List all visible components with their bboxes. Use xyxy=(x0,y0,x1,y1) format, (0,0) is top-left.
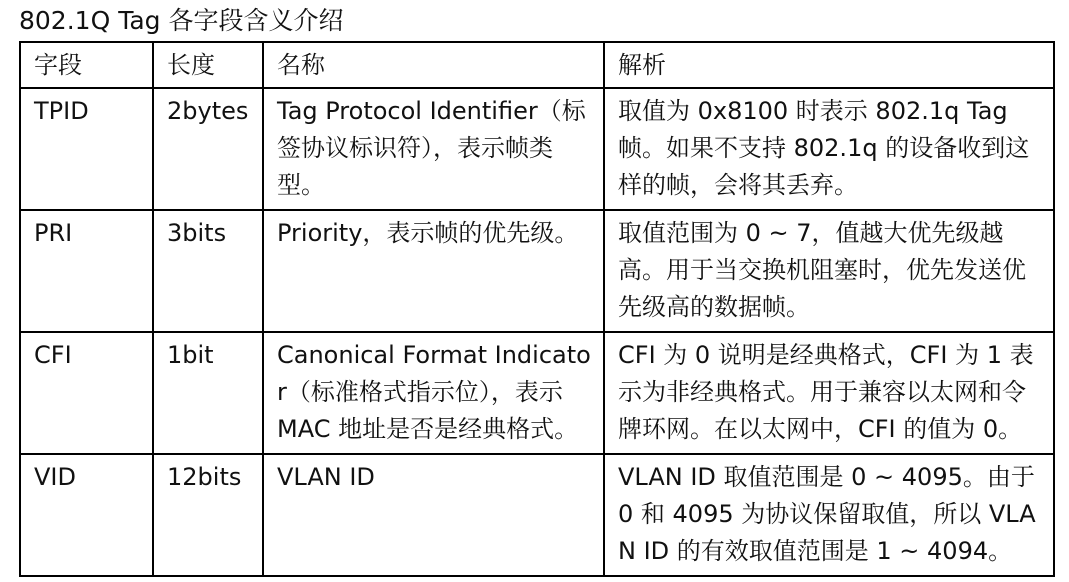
cell-field: CFI xyxy=(20,332,153,454)
cell-description: CFI 为 0 说明是经典格式，CFI 为 1 表示为非经典格式。用于兼容以太网和令牌环网。在以太网中，CFI 的值为 0。 xyxy=(604,332,1054,454)
cell-length: 2bytes xyxy=(153,88,263,210)
table-header xyxy=(20,42,1054,88)
cell-length: 3bits xyxy=(153,210,263,332)
header-name: 名称 xyxy=(263,42,604,88)
cell-name: Tag Protocol Identifier（标签协议标识符），表示帧类型。 xyxy=(263,88,604,210)
cell-field: VID xyxy=(20,454,153,576)
document-title: 802.1Q Tag 各字段含义介绍 xyxy=(19,6,344,35)
header-field: 字段 xyxy=(20,42,153,88)
header-row xyxy=(20,42,1054,88)
cell-description: 取值为 0x8100 时表示 802.1q Tag 帧。如果不支持 802.1q 的设备收到这样的帧，会将其丢弃。 xyxy=(604,88,1054,210)
cell-name: VLAN ID xyxy=(263,454,604,576)
table-row xyxy=(20,454,1054,576)
header-description: 解析 xyxy=(604,42,1054,88)
cell-length: 12bits xyxy=(153,454,263,576)
cell-name: Priority，表示帧的优先级。 xyxy=(263,210,604,332)
cell-field: PRI xyxy=(20,210,153,332)
table-row xyxy=(20,88,1054,210)
cell-description: 取值范围为 0 ~ 7，值越大优先级越高。用于当交换机阻塞时，优先发送优先级高的数据帧。 xyxy=(604,210,1054,332)
vlan-tag-field-table xyxy=(19,41,1055,577)
cell-name: Canonical Format Indicator（标准格式指示位），表示 MAC 地址是否是经典格式。 xyxy=(263,332,604,454)
table-row xyxy=(20,210,1054,332)
cell-length: 1bit xyxy=(153,332,263,454)
cell-field: TPID xyxy=(20,88,153,210)
table-row xyxy=(20,332,1054,454)
cell-description: VLAN ID 取值范围是 0 ~ 4095。由于 0 和 4095 为协议保留取值，所以 VLAN ID 的有效取值范围是 1 ~ 4094。 xyxy=(604,454,1054,576)
table-body xyxy=(20,88,1054,576)
header-length: 长度 xyxy=(153,42,263,88)
